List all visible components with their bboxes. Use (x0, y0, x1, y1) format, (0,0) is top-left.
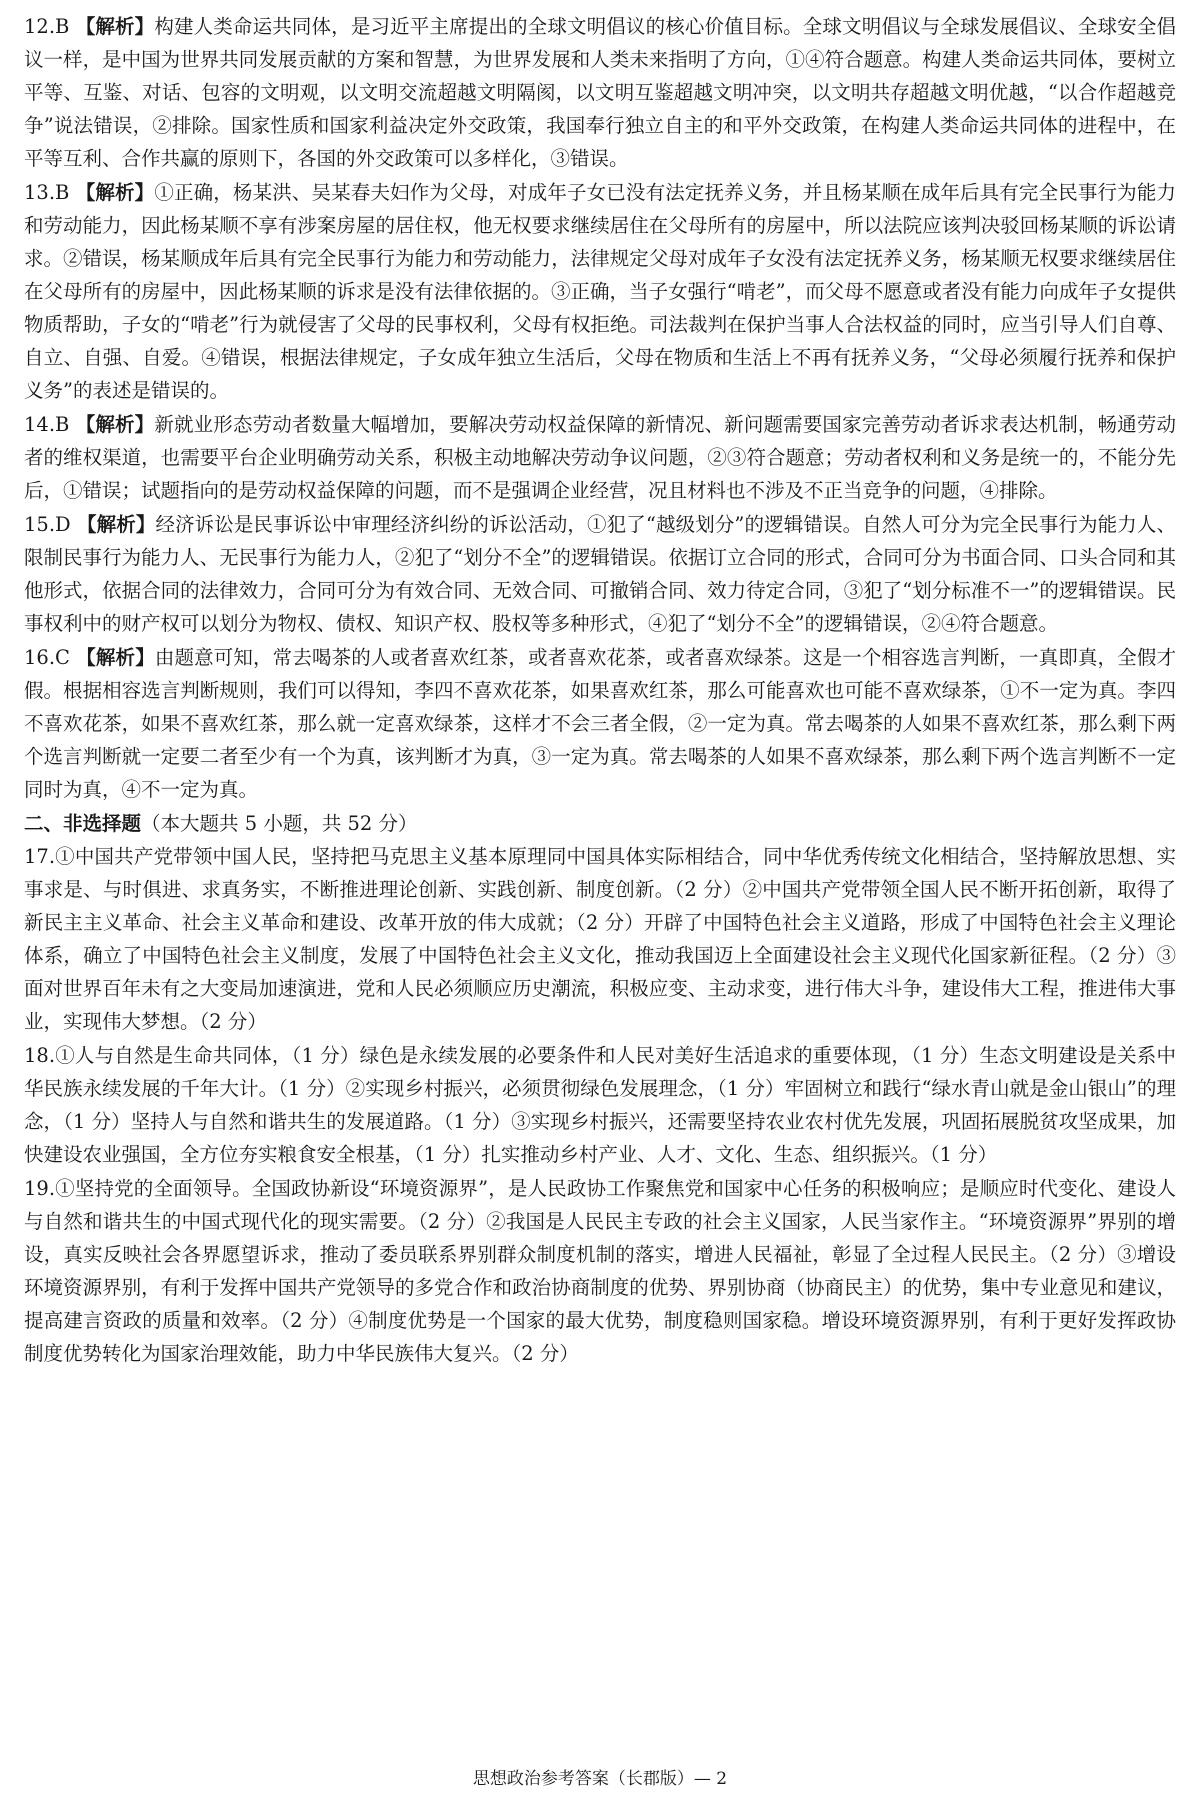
answer-item-17 (24, 840, 1176, 1038)
analysis-text: ①正确，杨某洪、吴某春夫妇作为父母，对成年子女已没有法定抚养义务，并且杨某顺在成年后具有完全民事行为能力和劳动能力，因此杨某顺不享有涉案房屋的居住权，他无权要求继续居住在父母所有的房屋中，所以法院应该判决驳回杨某顺的诉讼请求。②错误，杨某顺成年后具有完全民事行为能力和劳动能力，法律规定父母对成年子女没有法定抚养义务，杨某顺无权要求继续居住在父母所有的房屋中，因此杨某顺的诉求是没有法律依据的。③正确，当子女强行“啃老”，而父母不愿意或者没有能力向成年子女提供物质帮助，子女的“啃老”行为就侵害了父母的民事权利，父母有权拒绝。司法裁判在保护当事人合法权益的同时，应当引导人们自尊、自立、自强、自爱。④错误，根据法律规定，子女成年独立生活后，父母在物质和生活上不再有抚养义务，“父母必须履行抚养和保护义务”的表述是错误的。 (24, 181, 1176, 402)
item-answer: B (55, 413, 70, 436)
analysis-tag: 【解析】 (75, 413, 155, 436)
analysis-text: 构建人类命运共同体，是习近平主席提出的全球文明倡议的核心价值目标。全球文明倡议与全球发展倡议、全球安全倡议一样，是中国为世界共同发展贡献的方案和智慧，为世界发展和人类未来指明了方向，①④符合题意。构建人类命运共同体，要树立平等、互鉴、对话、包容的文明观，以文明交流超越文明隔阂，以文明互鉴超越文明冲突，以文明共存超越文明优越，“以合作超越竞争”说法错误，②排除。国家性质和国家利益决定外交政策，我国奉行独立自主的和平外交政策，在构建人类命运共同体的进程中，在平等互利、合作共赢的原则下，各国的外交政策可以多样化，③错误。 (24, 15, 1176, 170)
page-footer: 思想政治参考答案（长郡版）— 2 (472, 1769, 728, 1789)
item-number: 17. (24, 845, 56, 868)
item-number: 18. (24, 1044, 56, 1067)
section-title: 二、非选择题 (24, 812, 142, 835)
answer-item-19 (24, 1172, 1176, 1370)
analysis-tag: 【解析】 (76, 513, 156, 536)
analysis-text: 经济诉讼是民事诉讼中审理经济纠纷的诉讼活动，①犯了“越级划分”的逻辑错误。自然人可分为完全民事行为能力人、限制民事行为能力人、无民事行为能力人，②犯了“划分不全”的逻辑错误。依据订立合同的形式，合同可分为书面合同、口头合同和其他形式，依据合同的法律效力，合同可分为有效合同、无效合同、可撤销合同、效力待定合同，③犯了“划分标准不一”的逻辑错误。民事权利中的财产权可以划分为物权、债权、知识产权、股权等多种形式，④犯了“划分不全”的逻辑错误，②④符合题意。 (24, 513, 1176, 635)
analysis-text: 由题意可知，常去喝茶的人或者喜欢红茶，或者喜欢花茶，或者喜欢绿茶。这是一个相容选言判断，一真即真，全假才假。根据相容选言判断规则，我们可以得知，李四不喜欢花茶，如果喜欢红茶，那么可能喜欢也可能不喜欢绿茶，①不一定为真。李四不喜欢花茶，如果不喜欢红茶，那么就一定喜欢绿茶，这样才不会三者全假，②一定为真。常去喝茶的人如果不喜欢红茶，那么剩下两个选言判断就一定要二者至少有一个为真，该判断才为真，③一定为真。常去喝茶的人如果不喜欢绿茶，那么剩下两个选言判断不一定同时为真，④不一定为真。 (24, 646, 1176, 801)
analysis-tag: 【解析】 (75, 181, 155, 204)
answer-text: ①人与自然是生命共同体，（1 分）绿色是永续发展的必要条件和人民对美好生活追求的重要体现，（1 分）生态文明建设是关系中华民族永续发展的千年大计。（1 分）②实现乡村振兴，必须贯彻绿色发展理念，（1 分）牢固树立和践行“绿水青山就是金山银山”的理念，（1 分）坚持人与自然和谐共生的发展道路。（1 分）③实现乡村振兴，还需要坚持农业农村优先发展，巩固拓展脱贫攻坚成果，加快建设农业强国，全方位夯实粮食安全根基，（1 分）扎实推动乡村产业、人才、文化、生态、组织振兴。（1 分） (24, 1044, 1176, 1166)
answer-item-15 (24, 508, 1176, 640)
item-number: 14. (24, 413, 56, 436)
answer-item-18 (24, 1039, 1176, 1171)
item-answer: C (55, 646, 70, 669)
item-answer: B (55, 15, 70, 38)
item-number: 13. (24, 181, 56, 204)
analysis-tag: 【解析】 (76, 646, 155, 669)
answer-text: ①中国共产党带领中国人民，坚持把马克思主义基本原理同中国具体实际相结合，同中华优秀传统文化相结合，坚持解放思想、实事求是、与时俱进、求真务实，不断推进理论创新、实践创新、制度创新。（2 分）②中国共产党带领全国人民不断开拓创新，取得了新民主主义革命、社会主义革命和建设、改革开放的伟大成就；（2 分）开辟了中国特色社会主义道路，形成了中国特色社会主义理论体系，确立了中国特色社会主义制度，发展了中国特色社会主义文化，推动我国迈上全面建设社会主义现代化国家新征程。（2 分）③面对世界百年未有之大变局加速演进，党和人民必须顺应历史潮流，积极应变、主动求变，进行伟大斗争，建设伟大工程，推进伟大事业，实现伟大梦想。（2 分） (24, 845, 1176, 1033)
item-answer: D (55, 513, 71, 536)
item-number: 19. (24, 1177, 56, 1200)
answer-item-12 (24, 10, 1176, 175)
item-number: 15. (24, 513, 56, 536)
analysis-text: 新就业形态劳动者数量大幅增加，要解决劳动权益保障的新情况、新问题需要国家完善劳动者诉求表达机制，畅通劳动者的维权渠道，也需要平台企业明确劳动关系，积极主动地解决劳动争议问题，②③符合题意；劳动者权利和义务是统一的，不能分先后，①错误；试题指向的是劳动权益保障的问题，而不是强调企业经营，况且材料也不涉及不正当竞争的问题，④排除。 (24, 413, 1176, 502)
answer-item-13 (24, 176, 1176, 407)
answer-item-16 (24, 641, 1176, 806)
section-note: （本大题共 5 小题，共 52 分） (141, 812, 418, 835)
item-answer: B (55, 181, 70, 204)
item-number: 12. (24, 15, 56, 38)
section-heading (24, 807, 1176, 840)
answer-item-14 (24, 408, 1176, 507)
analysis-tag: 【解析】 (75, 15, 155, 38)
item-number: 16. (24, 646, 56, 669)
answer-text: ①坚持党的全面领导。全国政协新设“环境资源界”，是人民政协工作聚焦党和国家中心任务的积极响应；是顺应时代变化、建设人与自然和谐共生的中国式现代化的现实需要。（2 分）②我国是人民民主专政的社会主义国家，人民当家作主。“环境资源界”界别的增设，真实反映社会各界愿望诉求，推动了委员联系界别群众制度机制的落实，增进人民福祉，彰显了全过程人民民主。（2 分）③增设环境资源界别，有利于发挥中国共产党领导的多党合作和政治协商制度的优势、界别协商（协商民主）的优势，集中专业意见和建议，提高建言资政的质量和效率。（2 分）④制度优势是一个国家的最大优势，制度稳则国家稳。增设环境资源界别，有利于更好发挥政协制度优势转化为国家治理效能，助力中华民族伟大复兴。（2 分） (24, 1177, 1176, 1365)
